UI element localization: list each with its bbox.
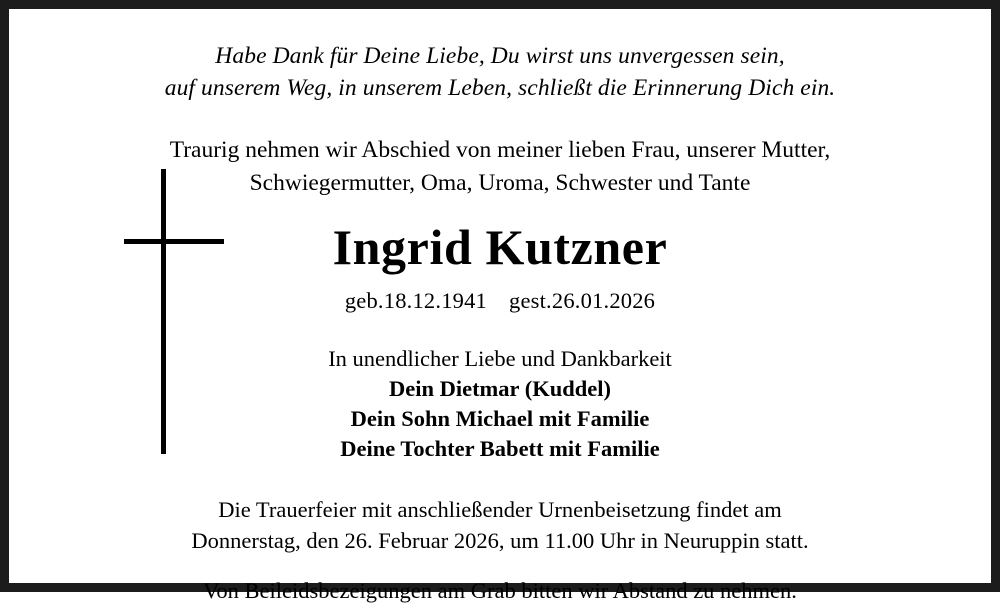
dedication-line: Dein Dietmar (Kuddel) bbox=[388, 375, 612, 401]
ceremony-details bbox=[45, 494, 955, 556]
dedication-line: Dein Sohn Michael mit Familie bbox=[350, 406, 650, 432]
dedication-line: Deine Tochter Babett mit Familie bbox=[340, 436, 660, 462]
death-date: gest.26.01.2026 bbox=[509, 287, 656, 313]
ceremony-details-line: Donnerstag, den 26. Februar 2026, um 11.00 Uhr in Neuruppin statt. bbox=[191, 528, 809, 554]
memorial-verse-line: Habe Dank für Deine Liebe, Du wirst uns unvergessen sein, bbox=[215, 43, 785, 69]
cross-icon bbox=[124, 169, 224, 454]
intro-text-line: Traurig nehmen wir Abschied von meiner lieben Frau, unserer Mutter, bbox=[169, 137, 831, 164]
cross-horizontal-bar bbox=[124, 239, 224, 244]
cross-vertical-bar bbox=[161, 169, 166, 454]
dedication-line: In unendlicher Liebe und Dankbarkeit bbox=[328, 345, 672, 371]
memorial-verse bbox=[45, 41, 955, 104]
deceased-name: Ingrid Kutzner bbox=[332, 219, 668, 276]
memorial-verse-line: auf unserem Weg, in unserem Leben, schließt die Erinnerung Dich ein. bbox=[164, 74, 836, 101]
birth-date: geb.18.12.1941 bbox=[344, 287, 488, 313]
closing-note: Von Beileidsbezeigungen am Grab bitten wir Abstand zu nehmen. bbox=[203, 578, 797, 604]
ceremony-details-line: Die Trauerfeier mit anschließender Urnenbeisetzung findet am bbox=[218, 497, 782, 523]
intro-text-line: Schwiegermutter, Oma, Uroma, Schwester und Tante bbox=[249, 169, 751, 196]
